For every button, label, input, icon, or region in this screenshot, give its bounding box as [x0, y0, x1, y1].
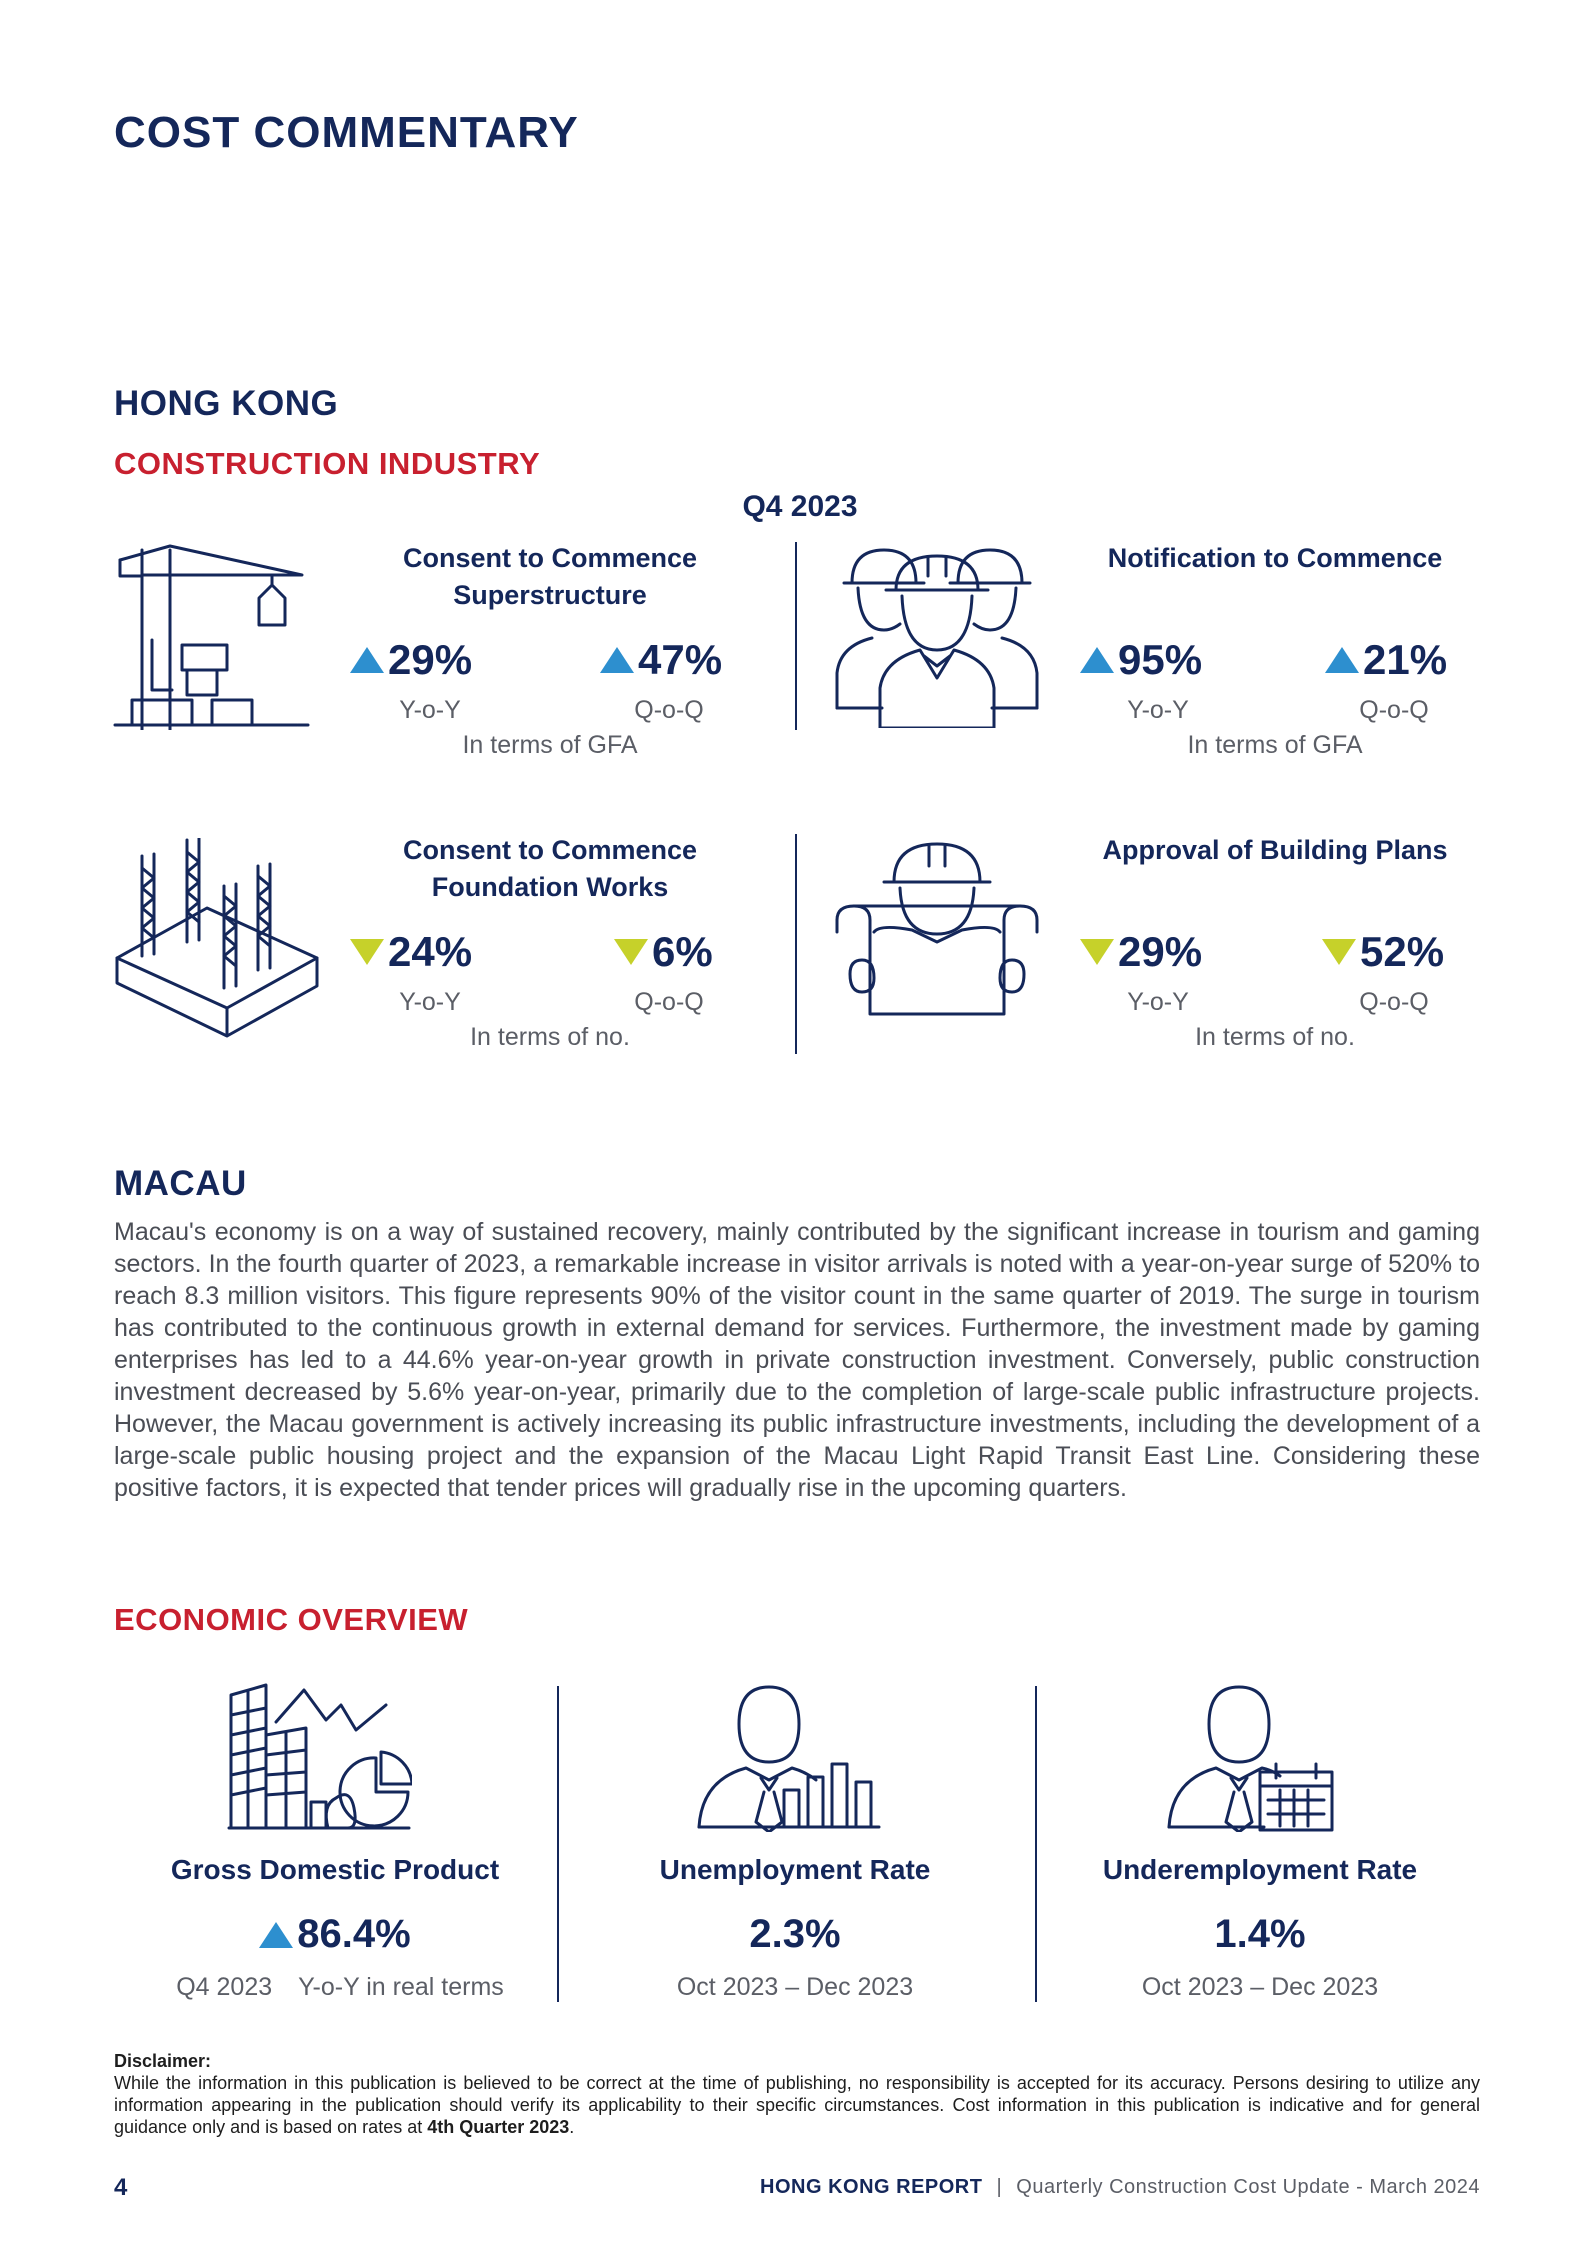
- unemployment-title: Unemployment Rate: [659, 1854, 931, 1885]
- economic-overview-heading: ECONOMIC OVERVIEW: [114, 1602, 469, 1637]
- stat-yoy-value: 29%: [1080, 928, 1202, 976]
- stat-qoq-value: 47%: [600, 636, 722, 684]
- rebar-foundation-icon: [112, 838, 322, 1048]
- stat-title-notification: Notification to Commence: [1107, 543, 1443, 573]
- stat-yoy-value: 24%: [350, 928, 472, 976]
- page-title: COST COMMENTARY: [114, 108, 579, 157]
- stat-note: In terms of GFA: [462, 731, 638, 759]
- divider: [795, 834, 797, 1054]
- period-label: Q4 2023: [742, 490, 858, 523]
- qoq-label: Q-o-Q: [1359, 696, 1429, 724]
- stat-note: In terms of no.: [470, 1023, 630, 1051]
- yoy-label: Y-o-Y: [399, 988, 461, 1016]
- stat-yoy-value: 95%: [1080, 636, 1202, 684]
- qoq-label: Q-o-Q: [634, 988, 704, 1016]
- hong-kong-heading: HONG KONG: [114, 384, 339, 423]
- stat-yoy-value: 29%: [350, 636, 472, 684]
- yoy-label: Y-o-Y: [1127, 696, 1189, 724]
- divider: [1035, 1686, 1037, 2002]
- stat-title-building-plans: Approval of Building Plans: [1102, 835, 1448, 865]
- down-arrow-icon: [1322, 939, 1356, 965]
- up-arrow-icon: [600, 647, 634, 673]
- down-arrow-icon: [614, 939, 648, 965]
- workers-group-icon: [832, 538, 1042, 728]
- up-arrow-icon: [1080, 647, 1114, 673]
- footer-text: HONG KONG REPORT | Quarterly Construction Cost Update - March 2024: [760, 2176, 1480, 2198]
- stat-title-foundation: Consent to Commence Foundation Works: [402, 835, 698, 902]
- unemployment-period: Oct 2023 – Dec 2023: [676, 1973, 914, 2001]
- tower-crane-icon: [112, 540, 312, 730]
- down-arrow-icon: [1080, 939, 1114, 965]
- person-calendar-icon: [1164, 1682, 1340, 1832]
- stat-title-superstructure: Consent to Commence Superstructure: [402, 543, 698, 610]
- qoq-label: Q-o-Q: [1359, 988, 1429, 1016]
- up-arrow-icon: [350, 647, 384, 673]
- stat-note: In terms of GFA: [1187, 731, 1363, 759]
- construction-industry-heading: CONSTRUCTION INDUSTRY: [114, 446, 541, 481]
- engineer-blueprint-icon: [832, 832, 1042, 1022]
- city-chart-icon: [226, 1680, 412, 1830]
- gdp-value: 86.4%: [140, 1912, 530, 1957]
- qoq-label: Q-o-Q: [634, 696, 704, 724]
- underemployment-value: 1.4%: [1214, 1912, 1306, 1956]
- stat-qoq-value: 21%: [1325, 636, 1447, 684]
- up-arrow-icon: [1325, 647, 1359, 673]
- underemployment-period: Oct 2023 – Dec 2023: [1141, 1973, 1379, 2001]
- underemployment-title: Underemployment Rate: [1102, 1854, 1418, 1885]
- disclaimer-text: While the information in this publication is believed to be correct at the time of publishing, no responsibility is accepted for its accuracy. Persons desiring to utilize any information appearing in the publication should verify its applicability to their specific circumstances. Cost information in this publication is indicative and for general guidance only and is based on rates at 4th Quarter 2023.: [114, 2073, 1480, 2137]
- disclaimer-heading: Disclaimer:: [114, 2051, 212, 2071]
- stat-note: In terms of no.: [1195, 1023, 1355, 1051]
- stat-qoq-value: 52%: [1322, 928, 1444, 976]
- macau-paragraph: Macau's economy is on a way of sustained recovery, mainly contributed by the significant increase in tourism and gaming sectors. In the fourth quarter of 2023, a remarkable increase in visitor arrivals is noted with a year-on-year surge of 520% to reach 8.3 million visitors. This figure represents 90% of the visitor count in the same quarter of 2019. The surge in tourism has contributed to the continuous growth in external demand for services. Furthermore, the investment made by gaming enterprises has led to a 44.6% year-on-year growth in private construction investment. Conversely, public construction investment decreased by 5.6% year-on-year, primarily due to the completion of large-scale public infrastructure projects. However, the Macau government is actively increasing its public infrastructure investments, including the development of a large-scale public housing project and the expansion of the Macau Light Rapid Transit East Line. Considering these positive factors, it is expected that tender prices will gradually rise in the upcoming quarters.: [114, 1218, 1480, 1502]
- page-number: 4: [114, 2174, 128, 2201]
- stat-qoq-value: 6%: [614, 928, 713, 976]
- divider: [557, 1686, 559, 2002]
- person-bar-chart-icon: [694, 1682, 884, 1832]
- gdp-subtitle: Q4 2023 Y-o-Y in real terms: [176, 1973, 504, 2001]
- macau-heading: MACAU: [114, 1164, 247, 1203]
- unemployment-value: 2.3%: [749, 1912, 841, 1956]
- down-arrow-icon: [350, 939, 384, 965]
- yoy-label: Y-o-Y: [399, 696, 461, 724]
- divider: [795, 542, 797, 730]
- yoy-label: Y-o-Y: [1127, 988, 1189, 1016]
- gdp-title: Gross Domestic Product: [170, 1854, 500, 1885]
- disclaimer: [114, 2050, 1480, 2138]
- up-arrow-icon: [259, 1922, 293, 1948]
